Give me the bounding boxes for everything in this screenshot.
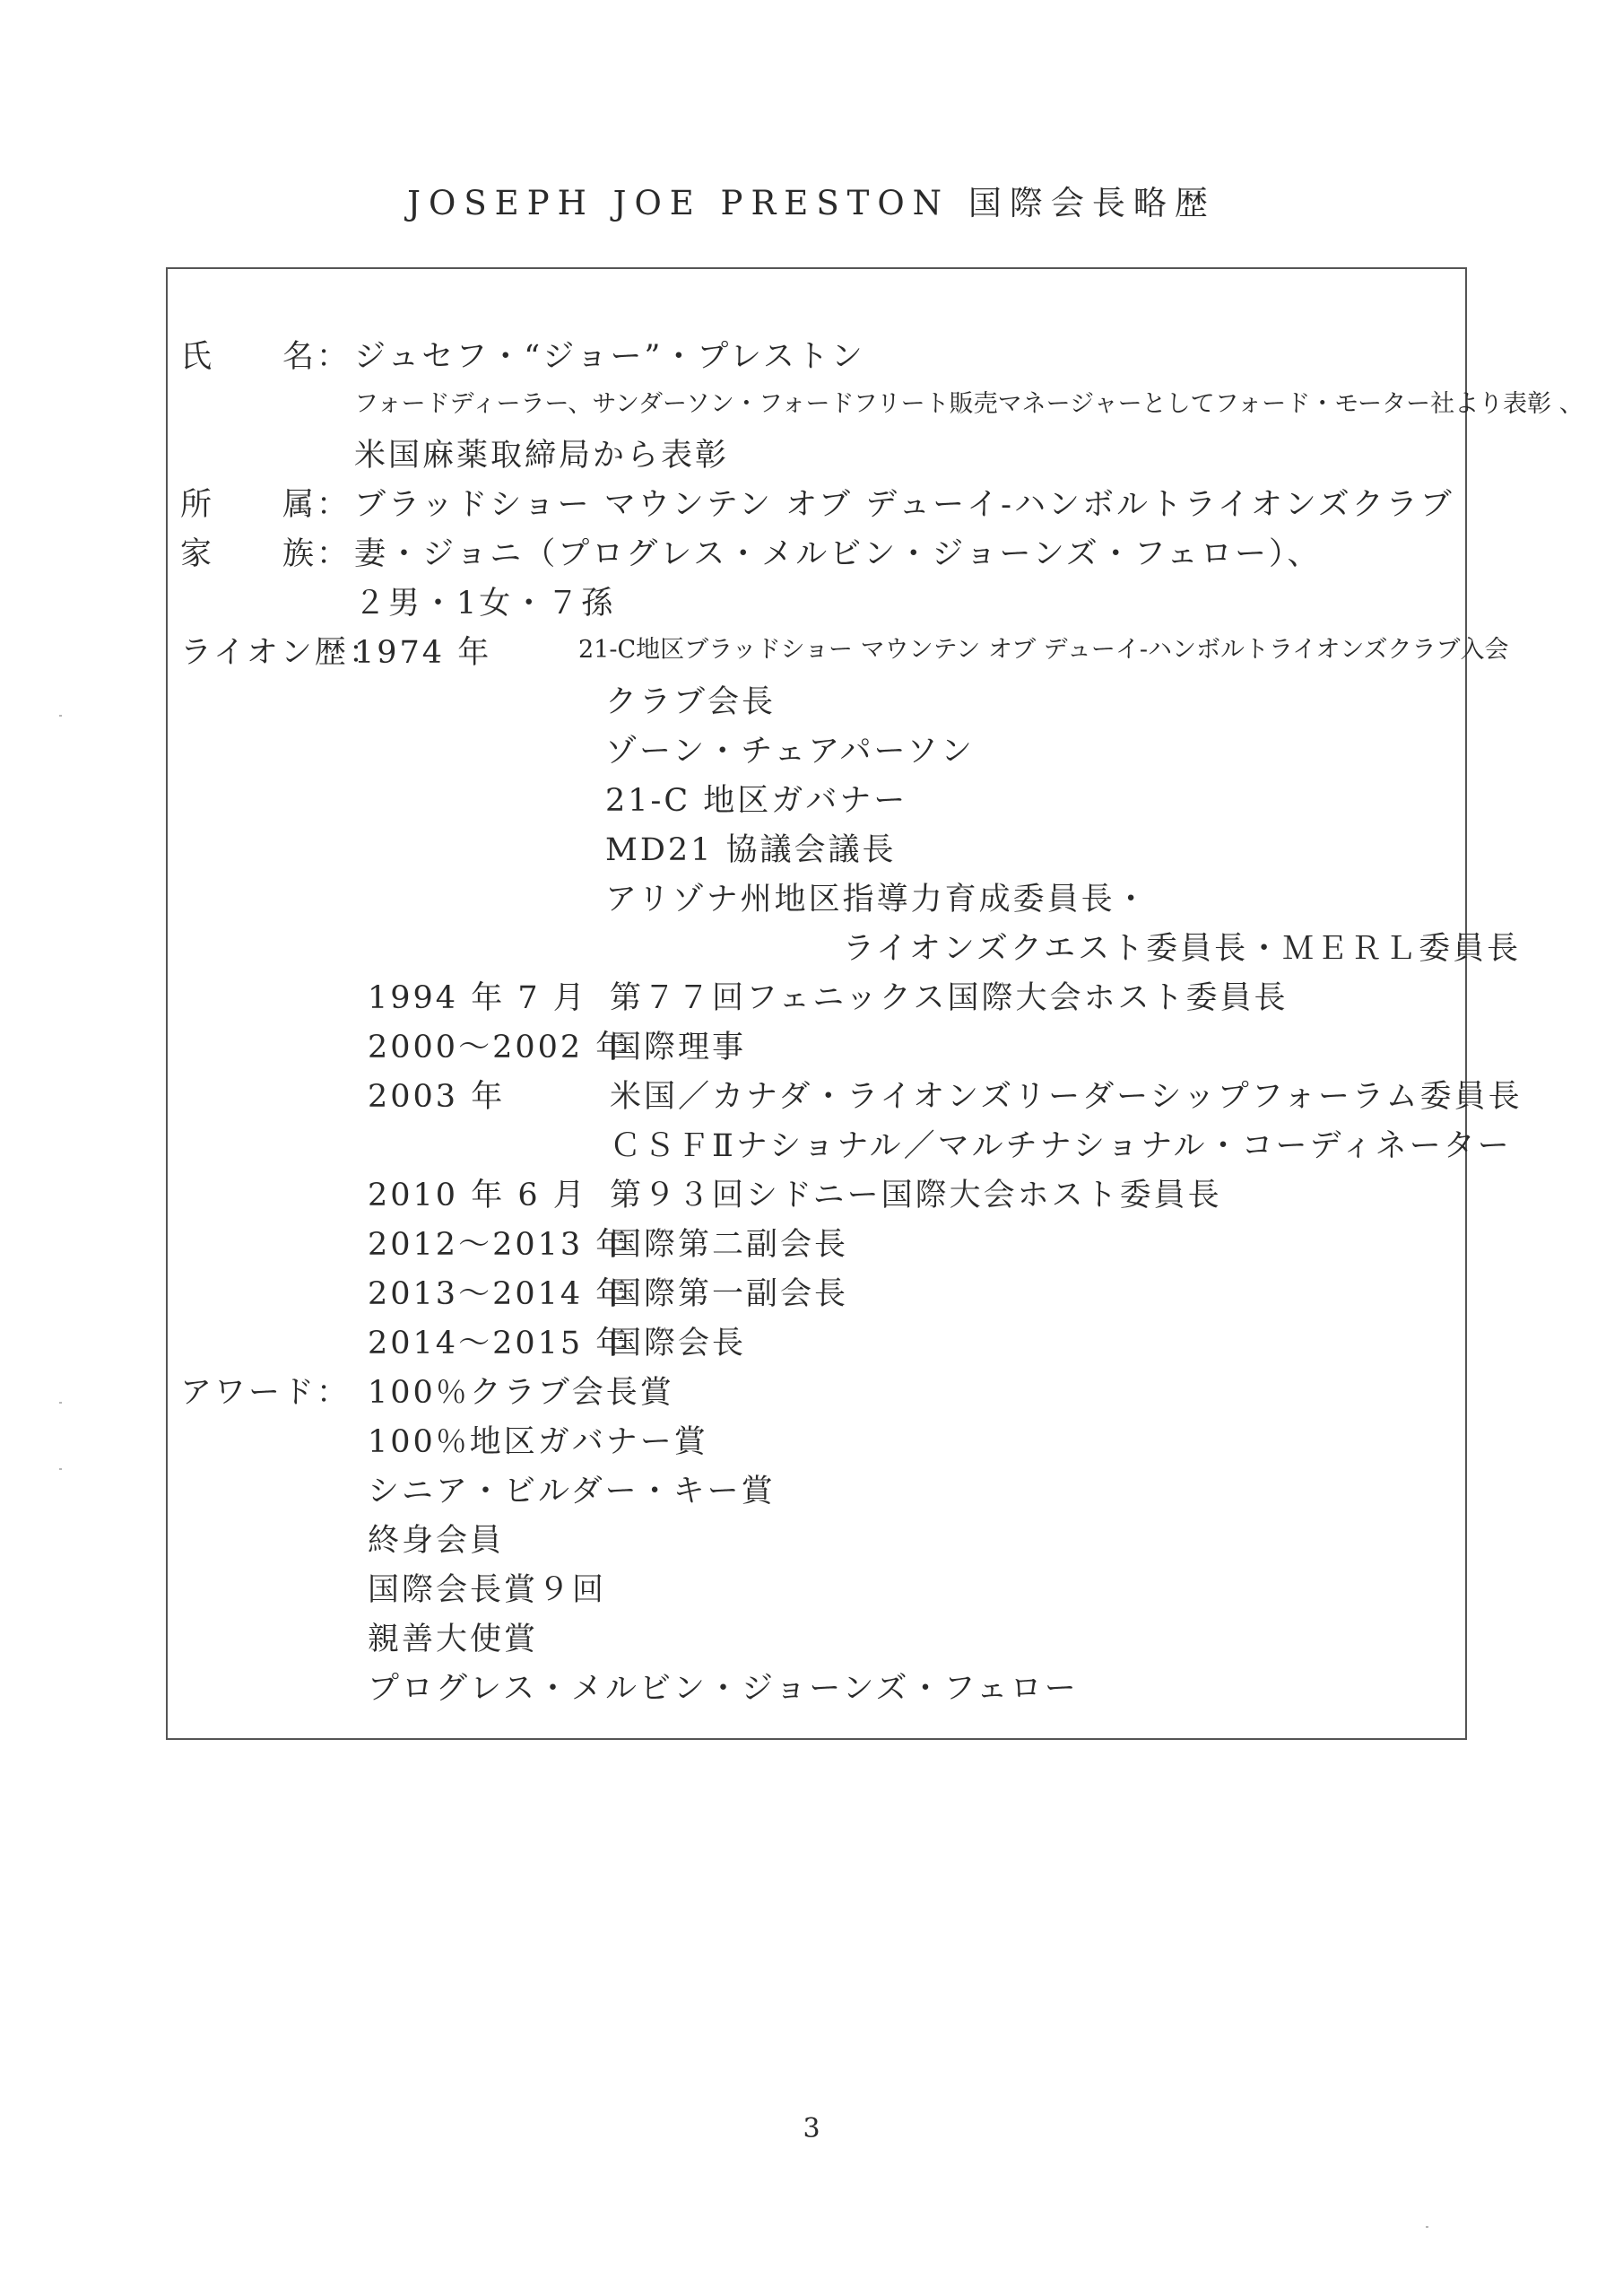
timeline-year: 2012～2013 年 bbox=[368, 1227, 630, 1263]
timeline-year: 2000～2002 年 bbox=[368, 1030, 630, 1065]
lions-year-1974: 1974 年 bbox=[354, 635, 492, 671]
award-item: 親善大使賞 bbox=[368, 1622, 539, 1657]
name-label: 氏 名： bbox=[180, 339, 352, 375]
lions-1974-item: ライオンズクエスト委員長・ＭＥＲＬ委員長 bbox=[843, 931, 1522, 967]
lions-1974-item: クラブ会長 bbox=[605, 684, 777, 720]
scan-speck bbox=[1426, 2226, 1428, 2228]
timeline-year: 2010 年 6 月 bbox=[368, 1178, 587, 1213]
scan-speck bbox=[59, 715, 62, 717]
timeline-text: 国際会長 bbox=[610, 1326, 747, 1361]
timeline-text: 国際第二副会長 bbox=[610, 1227, 849, 1263]
timeline-text: 国際第一副会長 bbox=[610, 1276, 849, 1312]
timeline-text: ＣＳＦⅡナショナル／マルチナショナル・コーディネーター bbox=[610, 1128, 1512, 1164]
lions-label: ライオン歴： bbox=[180, 635, 383, 671]
timeline-text: 第９３回シドニー国際大会ホスト委員長 bbox=[610, 1178, 1222, 1213]
lions-1974-item: ゾーン・チェアパーソン bbox=[605, 734, 976, 770]
scan-speck bbox=[59, 1468, 62, 1470]
page-number: 3 bbox=[803, 2113, 820, 2144]
name-note-2: 米国麻薬取締局から表彰 bbox=[354, 438, 730, 474]
award-item: プログレス・メルビン・ジョーンズ・フェロー bbox=[368, 1671, 1079, 1707]
lions-1974-item: 21-C地区ブラッドショー マウンテン オブ デューイ-ハンボルトライオンズクラブ入会 bbox=[578, 636, 1509, 664]
timeline-year: 2014～2015 年 bbox=[368, 1326, 630, 1361]
award-item: 100％クラブ会長賞 bbox=[368, 1375, 674, 1411]
family-value-2: ２男・1女・７孫 bbox=[354, 586, 616, 622]
lions-1974-item: MD21 協議会議長 bbox=[605, 832, 897, 868]
timeline-year: 2013～2014 年 bbox=[368, 1276, 630, 1312]
lions-1974-item: アリゾナ州地区指導力育成委員長・ bbox=[605, 882, 1150, 918]
timeline-year: 2003 年 bbox=[368, 1079, 506, 1115]
award-item: 終身会員 bbox=[368, 1523, 505, 1559]
timeline-text: 米国／カナダ・ライオンズリーダーシップフォーラム委員長 bbox=[610, 1079, 1523, 1115]
affiliation-label: 所 属： bbox=[180, 487, 352, 523]
family-label: 家 族： bbox=[180, 536, 352, 572]
timeline-year: 1994 年 7 月 bbox=[368, 980, 587, 1016]
awards-label: アワード： bbox=[180, 1375, 352, 1411]
name-note-1: フォードディーラー、サンダーソン・フォードフリート販売マネージャーとしてフォード・モーター社より表彰 、 bbox=[354, 390, 1584, 418]
page-title: JOSEPH JOE PRESTON 国際会長略歴 bbox=[407, 184, 1216, 222]
affiliation-value: ブラッドショー マウンテン オブ デューイ-ハンボルトライオンズクラブ bbox=[354, 487, 1454, 523]
lions-1974-item: 21-C 地区ガバナー bbox=[605, 783, 908, 819]
name-value: ジュセフ・“ジョー”・プレストン bbox=[354, 339, 865, 375]
award-item: 100％地区ガバナー賞 bbox=[368, 1424, 708, 1460]
award-item: 国際会長賞９回 bbox=[368, 1572, 607, 1608]
family-value-1: 妻・ジョニ（プログレス・メルビン・ジョーンズ・フェロー）、 bbox=[354, 536, 1322, 572]
timeline-text: 国際理事 bbox=[610, 1030, 747, 1065]
timeline-text: 第７７回フェニックス国際大会ホスト委員長 bbox=[610, 980, 1289, 1016]
award-item: シニア・ビルダー・キー賞 bbox=[368, 1474, 776, 1509]
scan-speck bbox=[59, 1402, 62, 1404]
